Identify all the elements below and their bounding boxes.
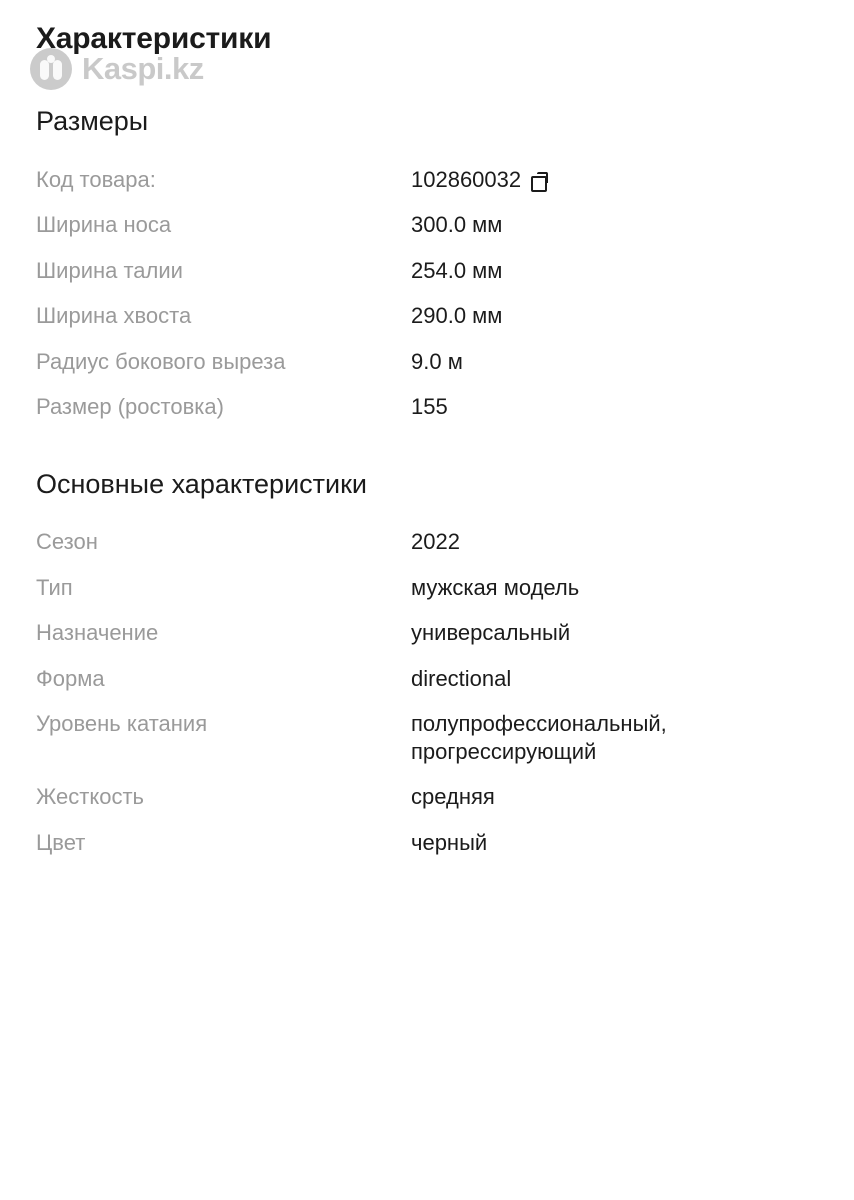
page-title: Характеристики	[36, 22, 272, 55]
spec-value-text: 254.0 мм	[411, 257, 503, 283]
spec-label: Форма	[36, 665, 105, 691]
spec-row	[36, 610, 818, 656]
spec-row	[36, 339, 818, 385]
spec-value	[411, 211, 818, 239]
section-main-characteristics	[36, 430, 818, 866]
spec-label: Код товара:	[36, 166, 156, 192]
copy-icon[interactable]	[531, 172, 548, 189]
spec-row	[36, 248, 818, 294]
spec-value	[411, 829, 818, 857]
spec-label: Уровень катания	[36, 711, 208, 737]
spec-value	[411, 393, 818, 421]
spec-list-main	[36, 519, 818, 865]
spec-row	[36, 565, 818, 611]
spec-value	[411, 302, 818, 330]
section-sizes	[36, 55, 818, 430]
spec-row	[36, 774, 818, 820]
spec-value	[411, 710, 818, 765]
spec-value-text: мужская модель	[411, 574, 580, 600]
spec-list-sizes	[36, 157, 818, 430]
spec-label: Размер (ростовка)	[36, 394, 224, 420]
spec-label: Ширина носа	[36, 212, 172, 238]
watermark-text: Kaspi.kz	[82, 51, 204, 86]
spec-value	[411, 783, 818, 811]
section-title-main: Основные характеристики	[36, 468, 367, 499]
spec-label: Ширина хвоста	[36, 303, 192, 329]
spec-row	[36, 202, 818, 248]
spec-value-text: directional	[411, 665, 512, 691]
spec-label: Сезон	[36, 529, 98, 555]
spec-row	[36, 157, 818, 203]
spec-value-text: средняя	[411, 784, 495, 810]
spec-row	[36, 701, 818, 774]
spec-label: Цвет	[36, 829, 86, 855]
spec-row	[36, 384, 818, 430]
spec-row	[36, 656, 818, 702]
spec-value-text: 2022	[411, 529, 460, 555]
spec-value	[411, 574, 818, 602]
section-title-sizes: Размеры	[36, 106, 149, 136]
spec-value-text: 102860032	[411, 166, 522, 192]
spec-row	[36, 519, 818, 565]
spec-value	[411, 665, 818, 693]
spec-value	[411, 166, 818, 194]
spec-label: Ширина талии	[36, 257, 183, 283]
spec-value-text: универсальный	[411, 620, 571, 646]
spec-value-text: 9.0 м	[411, 348, 463, 374]
spec-value	[411, 528, 818, 556]
spec-value-text: 155	[411, 394, 448, 420]
spec-value	[411, 348, 818, 376]
spec-label: Назначение	[36, 620, 159, 646]
spec-label: Радиус бокового выреза	[36, 348, 286, 374]
spec-value	[411, 257, 818, 285]
spec-value-text: черный	[411, 829, 488, 855]
spec-value-text: полупрофессиональный, прогрессирующий	[411, 711, 667, 764]
spec-row	[36, 293, 818, 339]
spec-value-text: 290.0 мм	[411, 303, 503, 329]
spec-label: Тип	[36, 574, 73, 600]
spec-row	[36, 820, 818, 866]
spec-value-text: 300.0 мм	[411, 212, 503, 238]
spec-label: Жесткость	[36, 784, 145, 810]
spec-value	[411, 619, 818, 647]
